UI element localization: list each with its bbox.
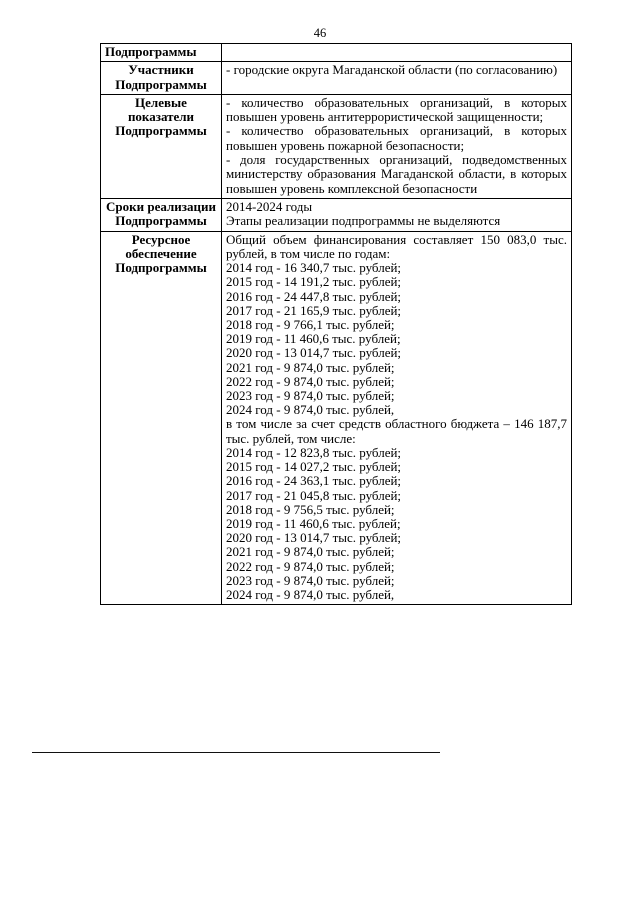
funding-year-line: 2024 год - 9 874,0 тыс. рублей, — [226, 402, 395, 418]
funding-intro: Общий объем финансирования составляет 150 083,0 тыс. рублей, в том числе по годам: — [226, 231, 567, 261]
funding-year-line: 2022 год - 9 874,0 тыс. рублей; — [226, 373, 395, 389]
subprogram-passport-table — [100, 43, 572, 605]
regional-year-line: 2018 год - 9 756,5 тыс. рублей; — [226, 501, 395, 517]
row-label-target-indicators: Целевые показатели Подпрограммы — [101, 94, 222, 198]
table-row — [101, 231, 572, 605]
row-value-timeframe — [222, 198, 572, 231]
row-value-target-indicators — [222, 94, 572, 198]
row-value-funding — [222, 231, 572, 605]
indicator-item: - количество образовательных организаций, в которых повышен уровень пожарной безопасности; — [226, 123, 567, 153]
funding-year-line: 2017 год - 21 165,9 тыс. рублей; — [226, 302, 402, 318]
regional-year-line: 2020 год - 13 014,7 тыс. рублей; — [226, 530, 402, 546]
indicator-item: - доля государственных организаций, подведомственных министерству образования Магаданской области, в которых повышен уровень комплексной безопасности — [226, 152, 567, 196]
regional-year-line: 2017 год - 21 045,8 тыс. рублей; — [226, 487, 402, 503]
row-label-participants: Участники Подпрограммы — [101, 62, 222, 95]
indicator-item: - количество образовательных организаций, в которых повышен уровень антитеррористической защищенности; — [226, 94, 567, 125]
funding-year-line: 2014 год - 16 340,7 тыс. рублей; — [226, 260, 402, 276]
regional-year-line: 2014 год - 12 823,8 тыс. рублей; — [226, 444, 402, 460]
table-row — [101, 62, 572, 95]
row-label-subprogram: Подпрограммы — [101, 44, 222, 62]
regional-year-line: 2021 год - 9 874,0 тыс. рублей; — [226, 544, 395, 560]
funding-year-line: 2018 год - 9 766,1 тыс. рублей; — [226, 316, 395, 332]
funding-year-line: 2020 год - 13 014,7 тыс. рублей; — [226, 345, 402, 361]
page-number: 46 — [313, 26, 327, 40]
table-row — [101, 198, 572, 231]
row-label-funding: Ресурсное обеспечение Подпрограммы — [101, 231, 222, 605]
regional-year-line: 2016 год - 24 363,1 тыс. рублей; — [226, 473, 402, 489]
funding-year-line: 2021 год - 9 874,0 тыс. рублей; — [226, 359, 395, 375]
regional-budget-intro: в том числе за счет средств областного бюджета – 146 187,7 тыс. рублей, том числе: — [226, 416, 567, 446]
regional-year-line: 2019 год - 11 460,6 тыс. рублей; — [226, 516, 401, 531]
regional-year-line: 2015 год - 14 027,2 тыс. рублей; — [226, 459, 402, 475]
timeframe-stages: Этапы реализации подпрограммы не выделяются — [226, 213, 501, 229]
row-value-participants — [222, 62, 572, 95]
table-row — [101, 94, 572, 198]
participants-text: - городские округа Магаданской области (по согласованию) — [226, 62, 558, 78]
regional-year-line: 2023 год - 9 874,0 тыс. рублей; — [226, 572, 395, 588]
funding-regional-by-year — [226, 446, 567, 602]
regional-year-line: 2024 год - 9 874,0 тыс. рублей, — [226, 587, 395, 603]
row-label-timeframe: Сроки реализации Подпрограммы — [101, 198, 222, 231]
row-value-subprogram — [222, 44, 572, 62]
table-row — [101, 44, 572, 62]
funding-year-line: 2019 год - 11 460,6 тыс. рублей; — [226, 331, 401, 347]
funding-total-by-year — [226, 261, 567, 417]
timeframe-years: 2014-2024 годы — [226, 198, 313, 214]
funding-year-line: 2015 год - 14 191,2 тыс. рублей; — [226, 274, 402, 290]
funding-year-line: 2023 год - 9 874,0 тыс. рублей; — [226, 387, 395, 403]
regional-year-line: 2022 год - 9 874,0 тыс. рублей; — [226, 558, 395, 574]
funding-year-line: 2016 год - 24 447,8 тыс. рублей; — [226, 288, 402, 304]
footnote-divider — [32, 752, 440, 753]
